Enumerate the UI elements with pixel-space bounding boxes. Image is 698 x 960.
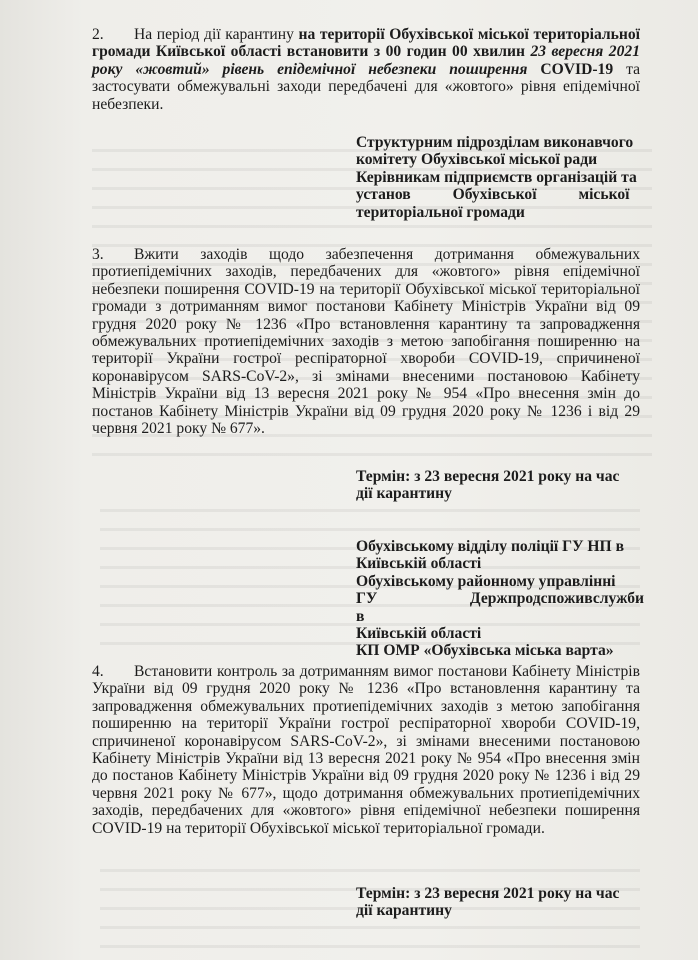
deadline-line: дії карантину <box>356 485 452 503</box>
deadline-line: дії карантину <box>356 902 452 920</box>
deadline-line: Термін: з 23 вересня 2021 року на час <box>356 885 620 902</box>
paragraph-2 <box>92 26 640 113</box>
addressee-line: Київській області <box>356 625 482 643</box>
addressee-line: Керівникам підприємств організацій та <box>356 168 637 186</box>
paragraph-text-bold: COVID-19 <box>540 60 614 78</box>
addressee-line: Київській області <box>356 555 482 573</box>
addressee-line: Структурним підрозділам виконавчого <box>356 134 634 151</box>
paragraph-number: 2. <box>92 26 104 43</box>
paragraph-text-bold: на території Обухівської міської територіальної громади Київської області встановити з 00 годин 00 хвилин <box>92 26 640 61</box>
paragraph-3 <box>92 246 640 437</box>
paragraph-4 <box>92 663 640 837</box>
paragraph-text: та застосувати обмежувальні заходи передбачені для «жовтого» рівня епідемічної небезпеки. <box>92 60 641 113</box>
addressees-block-1 <box>356 134 644 221</box>
paragraph-number: 4. <box>92 663 104 680</box>
paragraph-text-bold-italic: 23 вересня 2021 року «жовтий» рівень епідемічної небезпеки поширення <box>92 43 640 78</box>
addressee-line: установ Обухівської міської <box>356 186 630 204</box>
addressee-line: Обухівському районному управлінні <box>356 572 616 590</box>
paragraph-text: Вжити заходів щодо забезпечення дотримання обмежувальних протиепідемічних заходів, передбачених для «жовтого» рівня епідемічної небезпеки поширення COVID-19 на території Обухівської міської територіальної громади з дотриманням вимог постанови Кабінету Міністрів України від 09 грудня 2020 року № 1236 «Про встановлення карантину та запровадження обмежувальних протиепідемічних заходів з метою запобігання поширенню на території України гострої респіраторної хвороби COVID-19, спричиненої коронавірусом SARS-CoV-2», зі змінами внесеними постановою Кабінету Міністрів України від 13 вересня 2021 року № 954 «Про внесення змін до постанов Кабінету Міністрів України від 09 грудня 2020 року № 1236 і від 29 червня 2021 року № 677». <box>92 246 640 438</box>
deadline-2 <box>356 885 644 920</box>
addressees-block-2 <box>356 538 644 660</box>
paragraph-number: 3. <box>92 246 104 263</box>
addressee-line: територіальної громади <box>356 203 525 221</box>
deadline-line: Термін: з 23 вересня 2021 року на час <box>356 468 620 485</box>
addressee-line: Обухівському відділу поліції ГУ НП в <box>356 538 624 555</box>
deadline-1 <box>356 468 644 503</box>
paragraph-text: Встановити контроль за дотриманням вимог постанови Кабінету Міністрів України від 09 грудня 2020 року № 1236 «Про встановлення карантину та запровадження обмежувальних протиепідемічних заходів з метою запобігання поширенню на території України гострої респіраторної хвороби COVID-19, спричиненої коронавірусом SARS-CoV-2», зі змінами внесеними постановою Кабінету Міністрів України від 13 вересня 2021 року № 954 «Про внесення змін до постанов Кабінету Міністрів України від 09 грудня 2020 року № 1236 і від 29 червня 2021 року № 677», щодо дотримання обмежувальних протиепідемічних заходів, передбачених для «жовтого» рівня епідемічної небезпеки поширення COVID-19 на території Обухівської міської територіальної громади. <box>92 663 640 837</box>
addressee-line: ГУ Держпродспоживслужби в <box>356 590 644 625</box>
addressee-line: комітету Обухівської міської ради <box>356 151 598 169</box>
addressee-line: КП ОМР «Обухівська міська варта» <box>356 642 614 660</box>
paragraph-text: На період дії карантину <box>134 26 299 43</box>
